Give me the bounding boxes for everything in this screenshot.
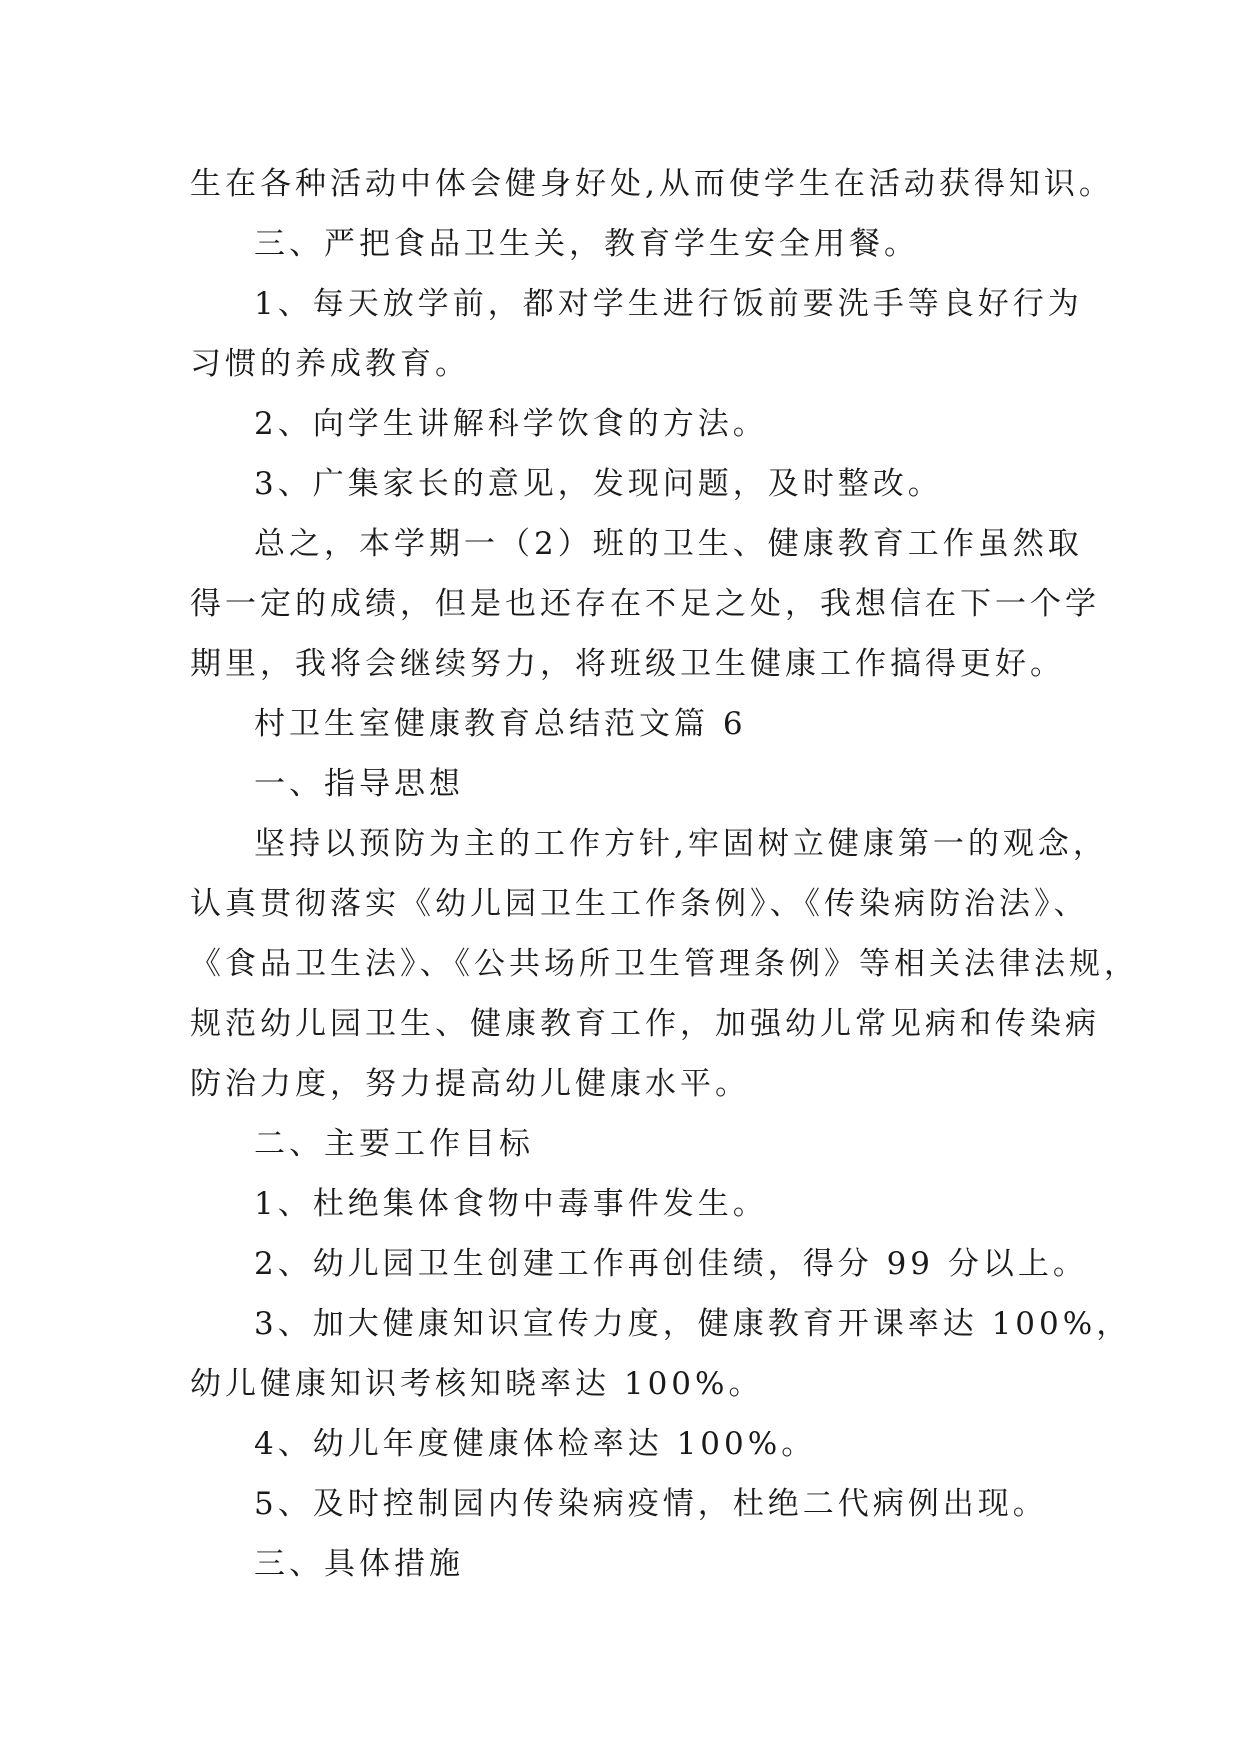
text-line: 2、幼儿园卫生创建工作再创佳绩，得分 99 分以上。 — [254, 1246, 1088, 1282]
text-line: 总之，本学期一（2）班的卫生、健康教育工作虽然取 — [254, 526, 1083, 562]
text-line: 期里，我将会继续努力，将班级卫生健康工作搞得更好。 — [190, 646, 1065, 682]
text-line: 2、向学生讲解科学饮食的方法。 — [254, 406, 768, 442]
text-line: 坚持以预防为主的工作方针,牢固树立健康第一的观念， — [254, 826, 1108, 862]
text-line: 规范幼儿园卫生、健康教育工作，加强幼儿常见病和传染病 — [190, 1006, 1100, 1042]
text-line: 3、加大健康知识宣传力度，健康教育开课率达 100%， — [254, 1306, 1132, 1342]
section-heading: 一、指导思想 — [254, 766, 464, 802]
text-line: 生在各种活动中体会健身好处,从而使学生在活动获得知识。 — [190, 166, 1114, 202]
text-line: 习惯的养成教育。 — [190, 346, 470, 382]
text-line: 认真贯彻落实《幼儿园卫生工作条例》、《传染病防治法》、 — [190, 886, 1089, 922]
text-line: 1、每天放学前，都对学生进行饭前要洗手等良好行为 — [254, 286, 1083, 322]
section-heading: 三、具体措施 — [254, 1546, 464, 1582]
text-line: 3、广集家长的意见，发现问题，及时整改。 — [254, 466, 943, 502]
text-line: 防治力度，努力提高幼儿健康水平。 — [190, 1066, 750, 1102]
section-heading: 二、主要工作目标 — [254, 1126, 534, 1162]
text-line: 幼儿健康知识考核知晓率达 100%。 — [190, 1366, 764, 1402]
text-line: 4、幼儿年度健康体检率达 100%。 — [254, 1426, 817, 1462]
document-body — [190, 154, 1139, 1594]
text-line: 5、及时控制园内传染病疫情，杜绝二代病例出现。 — [254, 1486, 1048, 1522]
article-title: 村卫生室健康教育总结范文篇 6 — [254, 706, 747, 742]
section-heading: 三、严把食品卫生关，教育学生安全用餐。 — [254, 226, 919, 262]
text-line: 《食品卫生法》、《公共场所卫生管理条例》等相关法律法规， — [190, 946, 1139, 982]
text-line: 1、杜绝集体食物中毒事件发生。 — [254, 1186, 768, 1222]
text-line: 得一定的成绩，但是也还存在不足之处，我想信在下一个学 — [190, 586, 1100, 622]
